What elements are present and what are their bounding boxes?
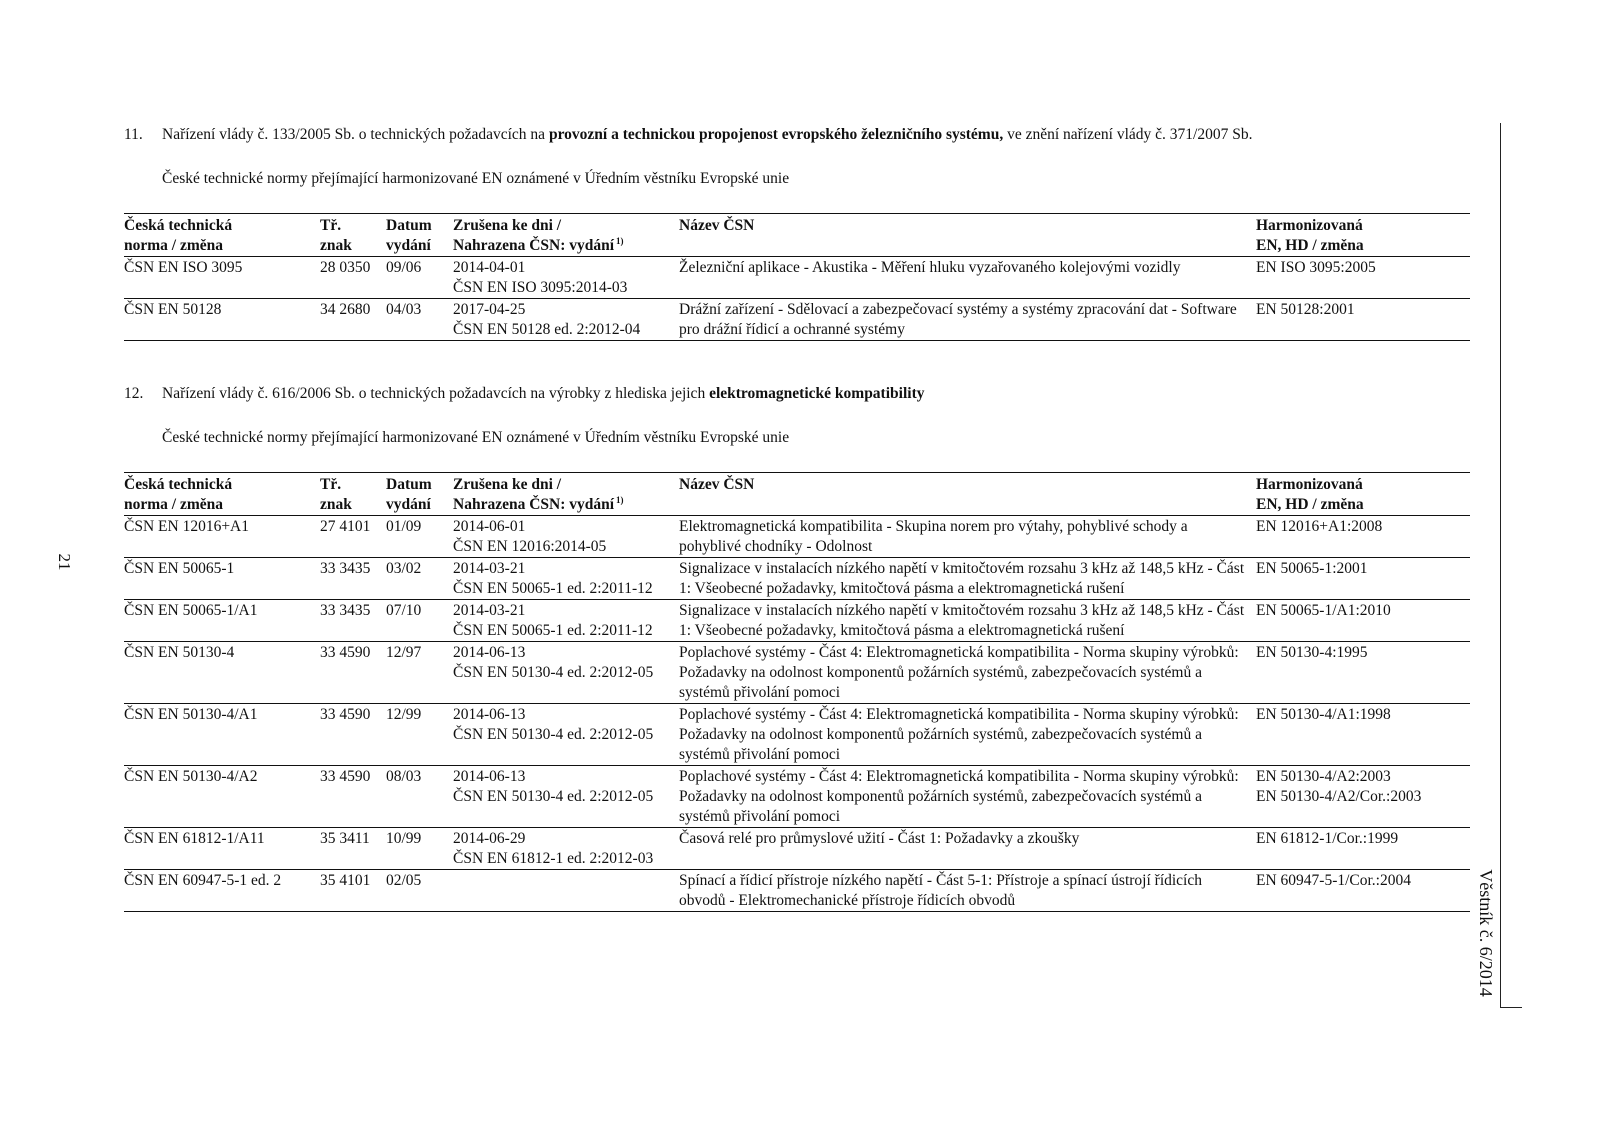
cell-znak: 33 3435: [320, 602, 371, 619]
cell-znak: 35 3411: [320, 830, 370, 847]
cell-harmonizovana: [1256, 600, 1470, 642]
cell-harmonizovana: [1256, 704, 1470, 766]
cell-datum: 04/03: [386, 301, 422, 318]
header-line: Česká technická: [124, 217, 233, 234]
cell-datum: 02/05: [386, 872, 422, 889]
section-11: [124, 125, 1470, 341]
table-row: [124, 870, 1470, 912]
bulletin-label-text: Věstník č. 6/2014: [1476, 869, 1496, 997]
cell-nazev: Signalizace v instalacích nízkého napětí v kmitočtovém rozsahu 3 kHz až 148,5 kHz - Část 1: Všeobecné požadavky, kmitočtová pásma a elektromagnetická rušení: [679, 560, 1245, 597]
cell-harmonizovana: [1256, 642, 1470, 704]
header-line: Název ČSN: [679, 476, 755, 493]
cell-znak: 33 4590: [320, 768, 371, 785]
side-rule: [1500, 123, 1501, 1008]
cell-datum: 08/03: [386, 768, 422, 785]
table-row: [124, 828, 1470, 870]
zrusena-line: 2014-04-01: [453, 259, 526, 276]
table-body: [124, 257, 1470, 341]
header-line: Tř.: [320, 476, 342, 493]
zrusena-line: 2014-06-01: [453, 518, 526, 535]
cell-zrusena: [453, 642, 679, 704]
zrusena-line: 2014-06-13: [453, 768, 526, 785]
cell-nazev: Poplachové systémy - Část 4: Elektromagnetická kompatibilita - Norma skupiny výrobků: Požadavky na odolnost komponentů požárních systémů, zabezpečovacích systémů a systémů přivolání pomoci: [679, 768, 1239, 825]
cell-znak: 33 3435: [320, 560, 371, 577]
zrusena-line: 2014-03-21: [453, 602, 526, 619]
zrusena-line: ČSN EN 12016:2014-05: [453, 538, 607, 555]
table-row: [124, 558, 1470, 600]
header-line: norma / změna: [124, 237, 224, 254]
cell-norma: ČSN EN 61812-1/A11: [124, 830, 265, 847]
footnote-marker: 1): [616, 235, 624, 246]
cell-zrusena: [453, 299, 679, 341]
section-title-tail: ve znění nařízení vlády č. 371/2007 Sb.: [1003, 126, 1253, 143]
zrusena-line: 2014-06-29: [453, 830, 526, 847]
harmonizovana-line: EN 50128:2001: [1256, 301, 1355, 318]
cell-nazev: Poplachové systémy - Část 4: Elektromagnetická kompatibilita - Norma skupiny výrobků: Požadavky na odolnost komponentů požárních systémů, zabezpečovacích systémů a systémů přivolání pomoci: [679, 644, 1239, 701]
harmonizovana-line: EN 61812-1/Cor.:1999: [1256, 830, 1399, 847]
header-row: [124, 214, 1470, 257]
header-znak: [320, 214, 386, 257]
cell-znak: 33 4590: [320, 706, 371, 723]
cell-datum: 10/99: [386, 830, 422, 847]
table-body: [124, 516, 1470, 912]
harmonizovana-line: EN 50065-1/A1:2010: [1256, 602, 1391, 619]
cell-norma: ČSN EN 50130-4/A2: [124, 768, 258, 785]
cell-zrusena: [453, 828, 679, 870]
cell-norma: ČSN EN 50130-4/A1: [124, 706, 258, 723]
header-line: vydání: [386, 496, 431, 513]
zrusena-line: 2017-04-25: [453, 301, 526, 318]
cell-znak: 34 2680: [320, 301, 371, 318]
harmonizovana-line: EN 50130-4:1995: [1256, 644, 1368, 661]
harmonizovana-line: EN 12016+A1:2008: [1256, 518, 1383, 535]
cell-nazev: Spínací a řídicí přístroje nízkého napětí - Část 5-1: Přístroje a spínací ústrojí řídicích obvodů - Elektromechanické přístroje řídicích obvodů: [679, 872, 1202, 909]
header-line: Zrušena ke dni /: [453, 476, 562, 493]
cell-zrusena: [453, 516, 679, 558]
cell-harmonizovana: [1256, 766, 1470, 828]
header-line: Harmonizovaná: [1256, 217, 1363, 234]
header-zrusena: [453, 214, 679, 257]
cell-nazev: Poplachové systémy - Část 4: Elektromagnetická kompatibilita - Norma skupiny výrobků: Požadavky na odolnost komponentů požárních systémů, zabezpečovacích systémů a systémů přivolání pomoci: [679, 706, 1239, 763]
table-header: [124, 214, 1470, 257]
table-row: [124, 516, 1470, 558]
section-title-text: Nařízení vlády č. 616/2006 Sb. o technických požadavcích na výrobky z hlediska jejich: [162, 385, 710, 402]
harmonizovana-line: EN 60947-5-1/Cor.:2004: [1256, 872, 1411, 889]
section-subtitle: České technické normy přejímající harmonizované EN oznámené v Úředním věstníku Evropské unie: [162, 170, 790, 187]
norms-table: [124, 213, 1470, 341]
zrusena-line: ČSN EN 50128 ed. 2:2012-04: [453, 321, 641, 338]
zrusena-line: ČSN EN 61812-1 ed. 2:2012-03: [453, 850, 654, 867]
zrusena-line: ČSN EN ISO 3095:2014-03: [453, 279, 628, 296]
cell-datum: 12/97: [386, 644, 422, 661]
section-number: 12.: [124, 385, 144, 402]
zrusena-line: ČSN EN 50130-4 ed. 2:2012-05: [453, 664, 654, 681]
header-line: Datum: [386, 476, 432, 493]
zrusena-line: 2014-06-13: [453, 706, 526, 723]
header-line: EN, HD / změna: [1256, 237, 1364, 254]
harmonizovana-line: EN ISO 3095:2005: [1256, 259, 1376, 276]
cell-nazev: Elektromagnetická kompatibilita - Skupina norem pro výtahy, pohyblivé schody a pohyblivé chodníky - Odolnost: [679, 518, 1188, 555]
header-line: Nahrazena ČSN: vydání $^{1)}$: [453, 494, 624, 513]
header-norma: [124, 214, 320, 257]
zrusena-line: ČSN EN 50065-1 ed. 2:2011-12: [453, 622, 653, 639]
zrusena-line: ČSN EN 50130-4 ed. 2:2012-05: [453, 788, 654, 805]
cell-norma: ČSN EN 50065-1: [124, 560, 235, 577]
zrusena-line: ČSN EN 50130-4 ed. 2:2012-05: [453, 726, 654, 743]
cell-datum: 03/02: [386, 560, 422, 577]
header-nazev: [679, 473, 1256, 516]
header-datum: [386, 473, 453, 516]
cell-zrusena: [453, 704, 679, 766]
table-row: [124, 766, 1470, 828]
side-rule-foot: [1500, 1007, 1522, 1008]
cell-harmonizovana: [1256, 870, 1470, 912]
header-line: norma / změna: [124, 496, 224, 513]
cell-datum: 01/09: [386, 518, 422, 535]
header-line: Česká technická: [124, 476, 233, 493]
cell-harmonizovana: [1256, 558, 1470, 600]
cell-norma: ČSN EN 60947-5-1 ed. 2: [124, 872, 282, 889]
harmonizovana-line: EN 50065-1:2001: [1256, 560, 1368, 577]
cell-zrusena: [453, 600, 679, 642]
header-znak: [320, 473, 386, 516]
bulletin-label: [1471, 860, 1501, 1006]
section-title-bold: provozní a technickou propojenost evropského železničního systému,: [548, 126, 1004, 143]
zrusena-line: ČSN EN 50065-1 ed. 2:2011-12: [453, 580, 653, 597]
cell-znak: 33 4590: [320, 644, 371, 661]
cell-harmonizovana: [1256, 828, 1470, 870]
table-row: [124, 600, 1470, 642]
header-nazev: [679, 214, 1256, 257]
table-row: [124, 642, 1470, 704]
section-number: 11.: [124, 126, 143, 143]
cell-nazev: Železniční aplikace - Akustika - Měření hluku vyzařovaného kolejovými vozidly: [679, 259, 1181, 276]
section-title-bold: elektromagnetické kompatibility: [709, 385, 925, 402]
cell-znak: 35 4101: [320, 872, 371, 889]
cell-harmonizovana: [1256, 299, 1470, 341]
header-row: [124, 473, 1470, 516]
cell-nazev: Časová relé pro průmyslové užití - Část 1: Požadavky a zkoušky: [679, 830, 1080, 847]
header-line: Harmonizovaná: [1256, 476, 1363, 493]
header-line: znak: [320, 496, 352, 513]
cell-nazev: Signalizace v instalacích nízkého napětí v kmitočtovém rozsahu 3 kHz až 148,5 kHz - Část 1: Všeobecné požadavky, kmitočtová pásma a elektromagnetická rušení: [679, 602, 1245, 639]
header-datum: [386, 214, 453, 257]
section-heading: [124, 125, 1470, 145]
header-harmonizovana: [1256, 473, 1470, 516]
header-line: Tř.: [320, 217, 342, 234]
section-title-text: Nařízení vlády č. 133/2005 Sb. o technických požadavcích na: [162, 126, 549, 143]
cell-znak: 28 0350: [320, 259, 371, 276]
header-harmonizovana: [1256, 214, 1470, 257]
table-row: [124, 299, 1470, 341]
footnote-marker: 1): [616, 494, 624, 505]
section-12: [124, 384, 1470, 912]
header-line: Název ČSN: [679, 217, 755, 234]
header-line: vydání: [386, 237, 431, 254]
header-line: znak: [320, 237, 352, 254]
harmonizovana-line: EN 50130-4/A2/Cor.:2003: [1256, 788, 1422, 805]
table-row: [124, 257, 1470, 299]
section-title: [162, 125, 1470, 145]
norms-table: [124, 472, 1470, 912]
cell-harmonizovana: [1256, 516, 1470, 558]
header-norma: [124, 473, 320, 516]
header-line: Zrušena ke dni /: [453, 217, 562, 234]
cell-norma: ČSN EN 50130-4: [124, 644, 235, 661]
cell-zrusena: [453, 870, 679, 912]
cell-datum: 07/10: [386, 602, 422, 619]
cell-norma: ČSN EN 50128: [124, 301, 222, 318]
cell-norma: ČSN EN ISO 3095: [124, 259, 243, 276]
zrusena-line: 2014-06-13: [453, 644, 526, 661]
cell-harmonizovana: [1256, 257, 1470, 299]
harmonizovana-line: EN 50130-4/A1:1998: [1256, 706, 1391, 723]
header-line: EN, HD / změna: [1256, 496, 1364, 513]
section-heading: [124, 384, 1470, 404]
section-title: [162, 384, 1470, 404]
zrusena-line: 2014-03-21: [453, 560, 526, 577]
page-number: 21: [55, 553, 74, 571]
cell-datum: 12/99: [386, 706, 422, 723]
table-header: [124, 473, 1470, 516]
cell-datum: 09/06: [386, 259, 422, 276]
cell-znak: 27 4101: [320, 518, 371, 535]
cell-zrusena: [453, 558, 679, 600]
header-zrusena: [453, 473, 679, 516]
cell-zrusena: [453, 257, 679, 299]
cell-zrusena: [453, 766, 679, 828]
cell-nazev: Drážní zařízení - Sdělovací a zabezpečovací systémy a systémy zpracování dat - Software pro drážní řídicí a ochranné systémy: [679, 301, 1237, 338]
section-subtitle: České technické normy přejímající harmonizované EN oznámené v Úředním věstníku Evropské unie: [162, 429, 790, 446]
table-row: [124, 704, 1470, 766]
header-line: Nahrazena ČSN: vydání $^{1)}$: [453, 235, 624, 254]
cell-norma: ČSN EN 50065-1/A1: [124, 602, 258, 619]
cell-norma: ČSN EN 12016+A1: [124, 518, 249, 535]
harmonizovana-line: EN 50130-4/A2:2003: [1256, 768, 1391, 785]
header-line: Datum: [386, 217, 432, 234]
